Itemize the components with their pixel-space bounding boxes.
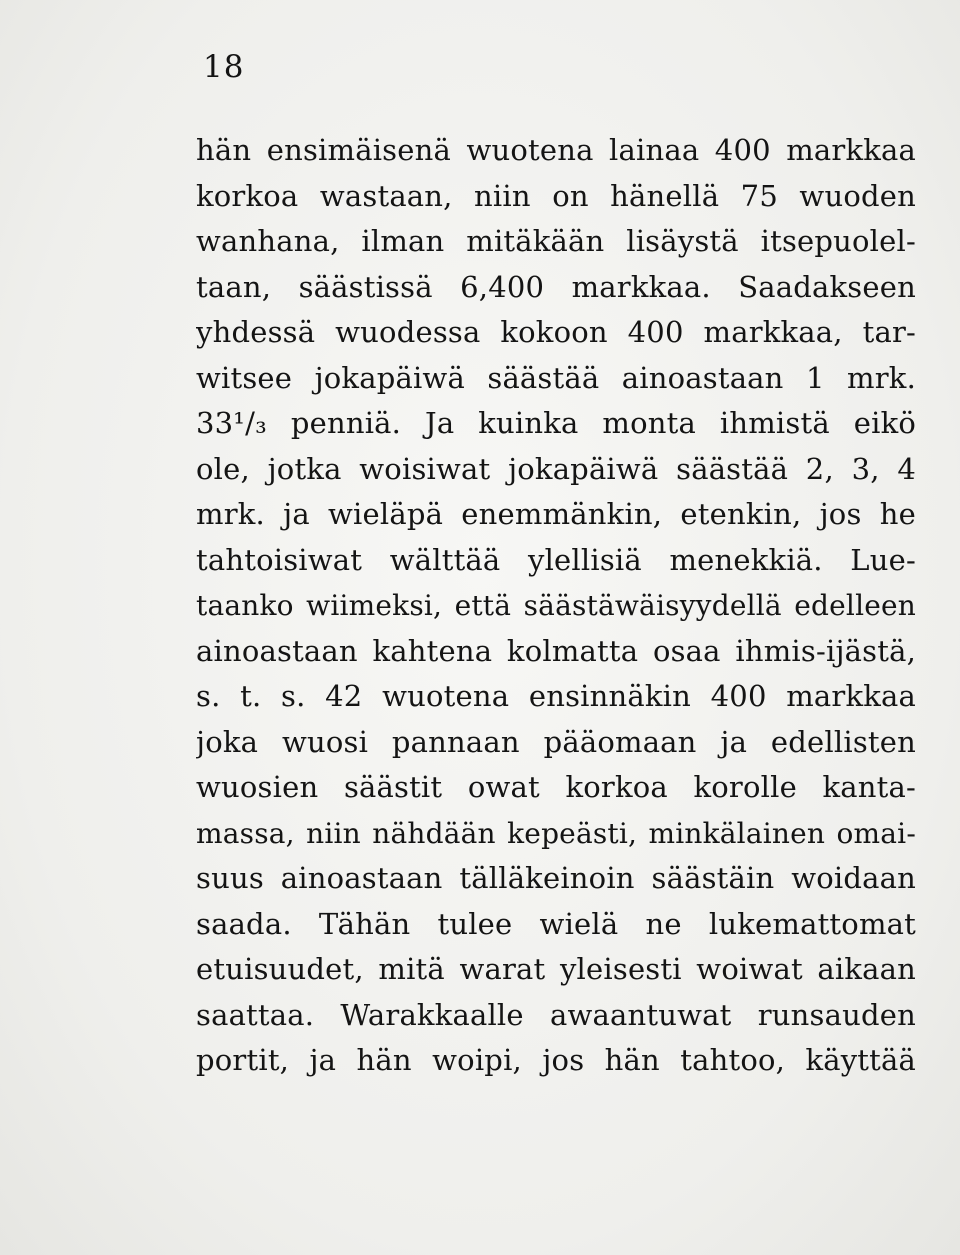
text-line-10: tahtoisiwat wälttää ylellisiä menekkiä. Lue- bbox=[196, 542, 916, 577]
text-line-2: korkoa wastaan, niin on hänellä 75 wuoden bbox=[196, 178, 916, 213]
body-text bbox=[196, 128, 916, 1084]
text-line-3: wanhana, ilman mitäkään lisäystä itsepuolel- bbox=[196, 224, 916, 258]
text-line-14: joka wuosi pannaan pääomaan ja edellisten bbox=[196, 724, 916, 759]
text-line-4: taan, säästissä 6,400 markkaa. Saadakseen bbox=[196, 269, 916, 304]
text-line-19: etuisuudet, mitä warat yleisesti woiwat aikaan bbox=[196, 952, 916, 986]
text-line-18: saada. Tähän tulee wielä ne lukemattomat bbox=[196, 906, 916, 941]
text-line-21: portit, ja hän woipi, jos hän tahtoo, käyttää bbox=[196, 1043, 916, 1077]
text-line-16: massa, niin nähdään kepeästi, minkälainen omai- bbox=[196, 816, 916, 850]
text-line-7: 33¹/₃ penniä. Ja kuinka monta ihmistä eikö bbox=[196, 406, 916, 440]
text-line-11: taanko wiimeksi, että säästäwäisyydellä edelleen bbox=[196, 589, 916, 622]
text-line-12: ainoastaan kahtena kolmatta osaa ihmis-ijästä, bbox=[196, 633, 916, 668]
text-line-6: witsee jokapäiwä säästää ainoastaan 1 mrk. bbox=[196, 360, 916, 395]
text-line-8: ole, jotka woisiwat jokapäiwä säästää 2, 3, 4 bbox=[196, 451, 916, 486]
text-line-9: mrk. ja wieläpä enemmänkin, etenkin, jos he bbox=[196, 497, 916, 531]
text-line-5: yhdessä wuodessa kokoon 400 markkaa, tar- bbox=[196, 315, 916, 349]
text-line-15: wuosien säästit owat korkoa korolle kanta- bbox=[196, 770, 916, 804]
text-line-17: suus ainoastaan tälläkeinoin säästäin woidaan bbox=[196, 861, 916, 895]
text-line-13: s. t. s. 42 wuotena ensinnäkin 400 markkaa bbox=[196, 679, 916, 713]
text-line-20: saattaa. Warakkaalle awaantuwat runsauden bbox=[196, 997, 916, 1032]
text-line-1: hän ensimäisenä wuotena lainaa 400 markkaa bbox=[196, 133, 916, 167]
page-number: 18 bbox=[203, 49, 245, 85]
